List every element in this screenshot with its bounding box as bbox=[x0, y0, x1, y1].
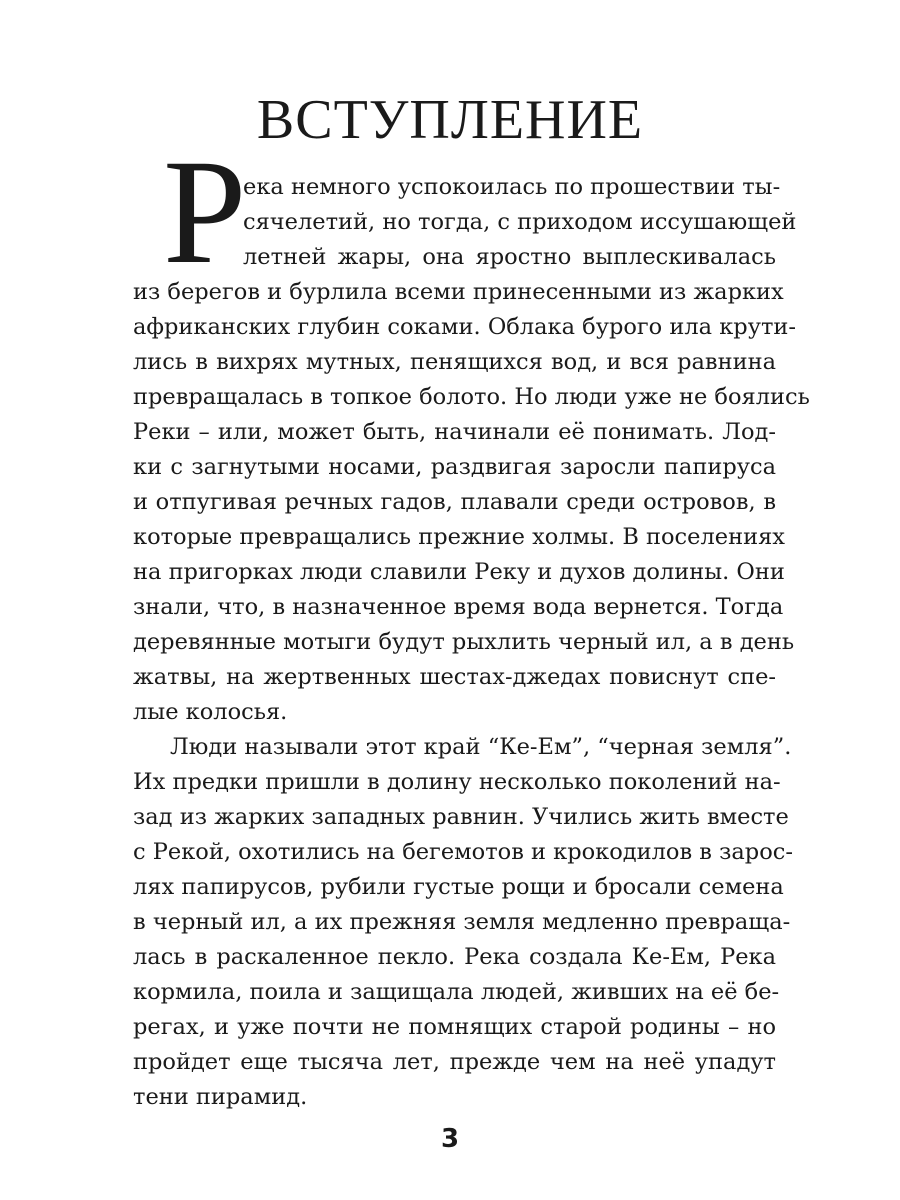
chapter-title: ВСТУПЛЕНИЕ bbox=[256, 89, 644, 151]
text-line: жатвы, на жертвенных шестах-джедах повиснут спе- bbox=[133, 664, 776, 690]
text-line: пройдет еще тысяча лет, прежде чем на неё упадут bbox=[133, 1049, 776, 1075]
text-line: летней жары, она яростно выплескивалась bbox=[243, 244, 776, 270]
text-line: зад из жарких западных равнин. Учились жить вместе bbox=[133, 804, 789, 830]
text-line: превращалась в топкое болото. Но люди уже не боялись bbox=[133, 384, 810, 410]
text-line: лась в раскаленное пекло. Река создала Ке-Ем, Река bbox=[133, 944, 776, 970]
text-line: из берегов и бурлила всеми принесенными из жарких bbox=[133, 279, 784, 305]
text-line: Люди называли этот край “Ке-Ем”, “черная земля”. bbox=[170, 734, 792, 760]
text-line: лые колосья. bbox=[133, 699, 288, 725]
drop-cap-letter: Р bbox=[163, 129, 247, 295]
text-line: лях папирусов, рубили густые рощи и бросали семена bbox=[133, 874, 784, 900]
text-line: на пригорках люди славили Реку и духов долины. Они bbox=[133, 559, 785, 585]
body-text bbox=[133, 170, 810, 1115]
text-line: кормила, поила и защищала людей, живших на её бе- bbox=[133, 979, 780, 1005]
text-line: и отпугивая речных гадов, плавали среди островов, в bbox=[133, 489, 776, 515]
text-line: Их предки пришли в долину несколько поколений на- bbox=[133, 769, 781, 795]
text-line: знали, что, в назначенное время вода вернется. Тогда bbox=[133, 594, 784, 620]
text-line: африканских глубин соками. Облака бурого ила крути- bbox=[133, 314, 796, 340]
text-line: тени пирамид. bbox=[133, 1084, 308, 1110]
text-line: которые превращались прежние холмы. В поселениях bbox=[133, 524, 785, 550]
text-line: сячелетий, но тогда, с приходом иссушающей bbox=[243, 209, 797, 235]
text-line: с Рекой, охотились на бегемотов и крокодилов в зарос- bbox=[133, 839, 793, 865]
text-line: деревянные мотыги будут рыхлить черный ил, а в день bbox=[133, 629, 795, 655]
text-line: в черный ил, а их прежняя земля медленно превраща- bbox=[133, 909, 791, 935]
text-line: регах, и уже почти не помнящих старой родины – но bbox=[133, 1014, 776, 1040]
page-number: 3 bbox=[440, 1124, 460, 1154]
text-line: Реки – или, может быть, начинали её понимать. Лод- bbox=[133, 419, 776, 445]
text-line: ки с загнутыми носами, раздвигая заросли папируса bbox=[133, 454, 776, 480]
text-line: лись в вихрях мутных, пенящихся вод, и вся равнина bbox=[133, 349, 776, 375]
text-line: ека немного успокоилась по прошествии ты- bbox=[243, 174, 781, 200]
